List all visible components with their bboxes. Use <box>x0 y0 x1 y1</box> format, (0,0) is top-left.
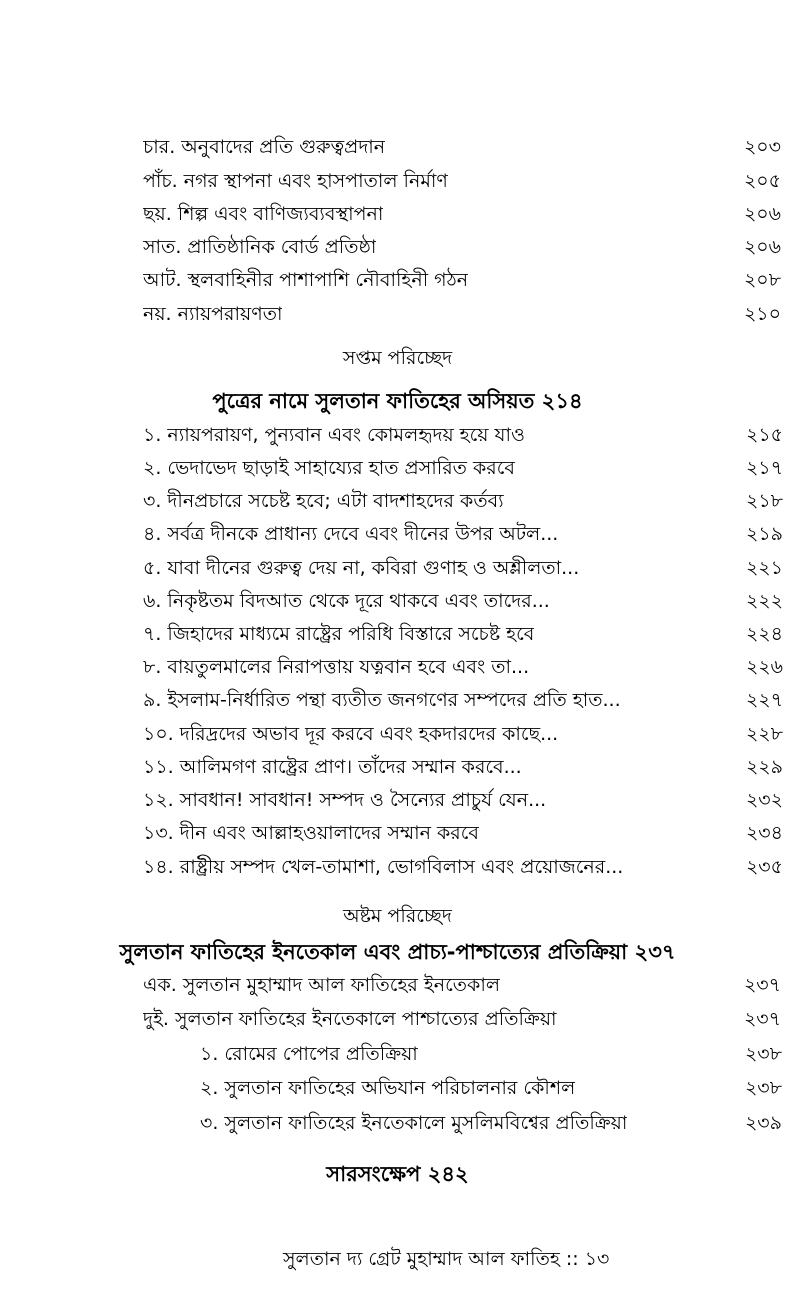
toc-entry-page: ২৩৭ <box>743 974 781 996</box>
toc-entry <box>143 785 783 815</box>
toc-entry-title: ১. ন্যায়পরায়ণ, পুন্যবান এবং কোমলহৃদয় হয়ে যাও <box>143 424 525 446</box>
toc-entry-title: ৫. যাবা দীনের গুরুত্ব দেয় না, কবিরা গুণাহ ও অশ্লীলতা... <box>143 557 580 579</box>
page-footer: সুলতান দ্য গ্রেট মুহাম্মাদ আল ফাতিহ :: ১৩ <box>283 1248 610 1270</box>
toc-entry <box>143 166 781 196</box>
toc-entry <box>143 420 783 450</box>
toc-entry-page: ২২৬ <box>745 656 783 678</box>
chapter-label: সপ্তম পরিচ্ছেদ <box>342 347 453 369</box>
chapter-heading: পুত্রের নামে সুলতান ফাতিহের অসিয়ত ২১৪ <box>212 389 583 413</box>
toc-entry <box>143 970 781 1000</box>
toc-entry-page: ২০৩ <box>743 136 781 158</box>
toc-entry-title: ১২. সাবধান! সাবধান! সম্পদ ও সৈন্যের প্রাচুর্য যেন... <box>143 789 547 811</box>
toc-entry <box>143 299 781 329</box>
toc-entry <box>143 519 783 549</box>
toc-entry <box>143 652 783 682</box>
toc-entry <box>143 132 781 162</box>
toc-entry-title: নয়. ন্যায়পরায়ণতা <box>143 303 283 325</box>
toc-entry <box>143 586 783 616</box>
toc-entry-title: ৩. দীনপ্রচারে সচেষ্ট হবে; এটা বাদশাহদের কর্তব্য <box>143 490 504 512</box>
toc-entry-page: ২৩৯ <box>744 1112 782 1134</box>
toc-entry-page: ২১৫ <box>745 424 783 446</box>
toc-subentry <box>200 1073 782 1103</box>
toc-entry-title: সাত. প্রাতিষ্ঠানিক বোর্ড প্রতিষ্ঠা <box>143 236 377 258</box>
toc-entry <box>143 852 783 882</box>
toc-entry <box>143 685 783 715</box>
toc-entry-page: ২০৬ <box>743 203 781 225</box>
toc-entry-title: পাঁচ. নগর স্থাপনা এবং হাসপাতাল নির্মাণ <box>143 170 448 192</box>
toc-entry-page: ২২৪ <box>745 623 783 645</box>
toc-entry-page: ২০৮ <box>743 269 781 291</box>
toc-entry-page: ২৩৮ <box>744 1077 782 1099</box>
toc-entry-title: ৬. নিকৃষ্টতম বিদআত থেকে দূরে থাকবে এবং তাদের... <box>143 590 550 612</box>
toc-entry-page: ২৩৫ <box>745 856 783 878</box>
toc-entry-page: ২৩৮ <box>744 1043 782 1065</box>
toc-entry-page: ২১৮ <box>745 490 783 512</box>
toc-entry-title: ৭. জিহাদের মাধ্যমে রাষ্ট্রের পরিধি বিস্তারে সচেষ্ট হবে <box>143 623 535 645</box>
toc-entry-title: চার. অনুবাদের প্রতি গুরুত্বপ্রদান <box>143 136 386 158</box>
toc-entry-title: ৩. সুলতান ফাতিহের ইনতেকালে মুসলিমবিশ্বের প্রতিক্রিয়া <box>200 1112 628 1134</box>
toc-entry-title: ২. ভেদাভেদ ছাড়াই সাহায্যের হাত প্রসারিত করবে <box>143 457 515 479</box>
toc-entry-page: ২১০ <box>743 303 781 325</box>
toc-entry <box>143 752 783 782</box>
toc-entry <box>143 553 783 583</box>
toc-entry-page: ২১৯ <box>745 523 783 545</box>
toc-entry <box>143 265 781 295</box>
toc-entry-title: আট. স্থলবাহিনীর পাশাপাশি নৌবাহিনী গঠন <box>143 269 469 291</box>
toc-entry-page: ২২১ <box>745 557 783 579</box>
toc-entry-title: ছয়. শিল্প এবং বাণিজ্যব্যবস্থাপনা <box>143 203 384 225</box>
toc-entry-page: ২৩২ <box>745 789 783 811</box>
toc-entry-page: ২২৭ <box>745 689 783 711</box>
toc-entry-title: ৮. বায়তুলমালের নিরাপত্তায় যত্নবান হবে এবং তা... <box>143 656 530 678</box>
chapter-label: অষ্টম পরিচ্ছেদ <box>343 905 452 927</box>
toc-entry-title: এক. সুলতান মুহাম্মাদ আল ফাতিহের ইনতেকাল <box>143 974 500 996</box>
toc-entry <box>143 199 781 229</box>
toc-entry-page: ২৩৭ <box>743 1008 781 1030</box>
toc-subentry <box>200 1039 782 1069</box>
toc-entry-title: ৪. সর্বত্র দীনকে প্রাধান্য দেবে এবং দীনের উপর অটল... <box>143 523 559 545</box>
toc-entry-page: ২২৯ <box>745 756 783 778</box>
toc-entry-title: ১১. আলিমগণ রাষ্ট্রের প্রাণ। তাঁদের সম্মান করবে... <box>143 756 522 778</box>
toc-entry-page: ২২২ <box>745 590 783 612</box>
summary-heading: সারসংক্ষেপ ২৪২ <box>326 1162 469 1186</box>
toc-entry-title: ১. রোমের পোপের প্রতিক্রিয়া <box>200 1043 418 1065</box>
toc-entry-title: ২. সুলতান ফাতিহের অভিযান পরিচালনার কৌশল <box>200 1077 576 1099</box>
toc-entry <box>143 818 783 848</box>
toc-entry-page: ২১৭ <box>745 457 783 479</box>
toc-entry-page: ২০৫ <box>743 170 781 192</box>
toc-entry <box>143 486 783 516</box>
toc-entry <box>143 232 781 262</box>
toc-entry <box>143 453 783 483</box>
toc-entry <box>143 1004 781 1034</box>
toc-entry-title: দুই. সুলতান ফাতিহের ইনতেকালে পাশ্চাত্যের প্রতিক্রিয়া <box>143 1008 557 1030</box>
toc-entry-title: ১৩. দীন এবং আল্লাহওয়ালাদের সম্মান করবে <box>143 822 479 844</box>
toc-entry <box>143 719 783 749</box>
toc-entry-title: ৯. ইসলাম-নির্ধারিত পন্থা ব্যতীত জনগণের সম্পদের প্রতি হাত... <box>143 689 621 711</box>
toc-entry-page: ২৩৪ <box>745 822 783 844</box>
toc-entry-page: ২০৬ <box>743 236 781 258</box>
toc-subentry <box>200 1108 782 1138</box>
toc-entry <box>143 619 783 649</box>
chapter-heading: সুলতান ফাতিহের ইনতেকাল এবং প্রাচ্য-পাশ্চাত্যের প্রতিক্রিয়া ২৩৭ <box>119 940 676 964</box>
toc-entry-page: ২২৮ <box>745 723 783 745</box>
toc-entry-title: ১৪. রাষ্ট্রীয় সম্পদ খেল-তামাশা, ভোগবিলাস এবং প্রয়োজনের... <box>143 856 624 878</box>
toc-entry-title: ১০. দরিদ্রদের অভাব দূর করবে এবং হকদারদের কাছে... <box>143 723 559 745</box>
